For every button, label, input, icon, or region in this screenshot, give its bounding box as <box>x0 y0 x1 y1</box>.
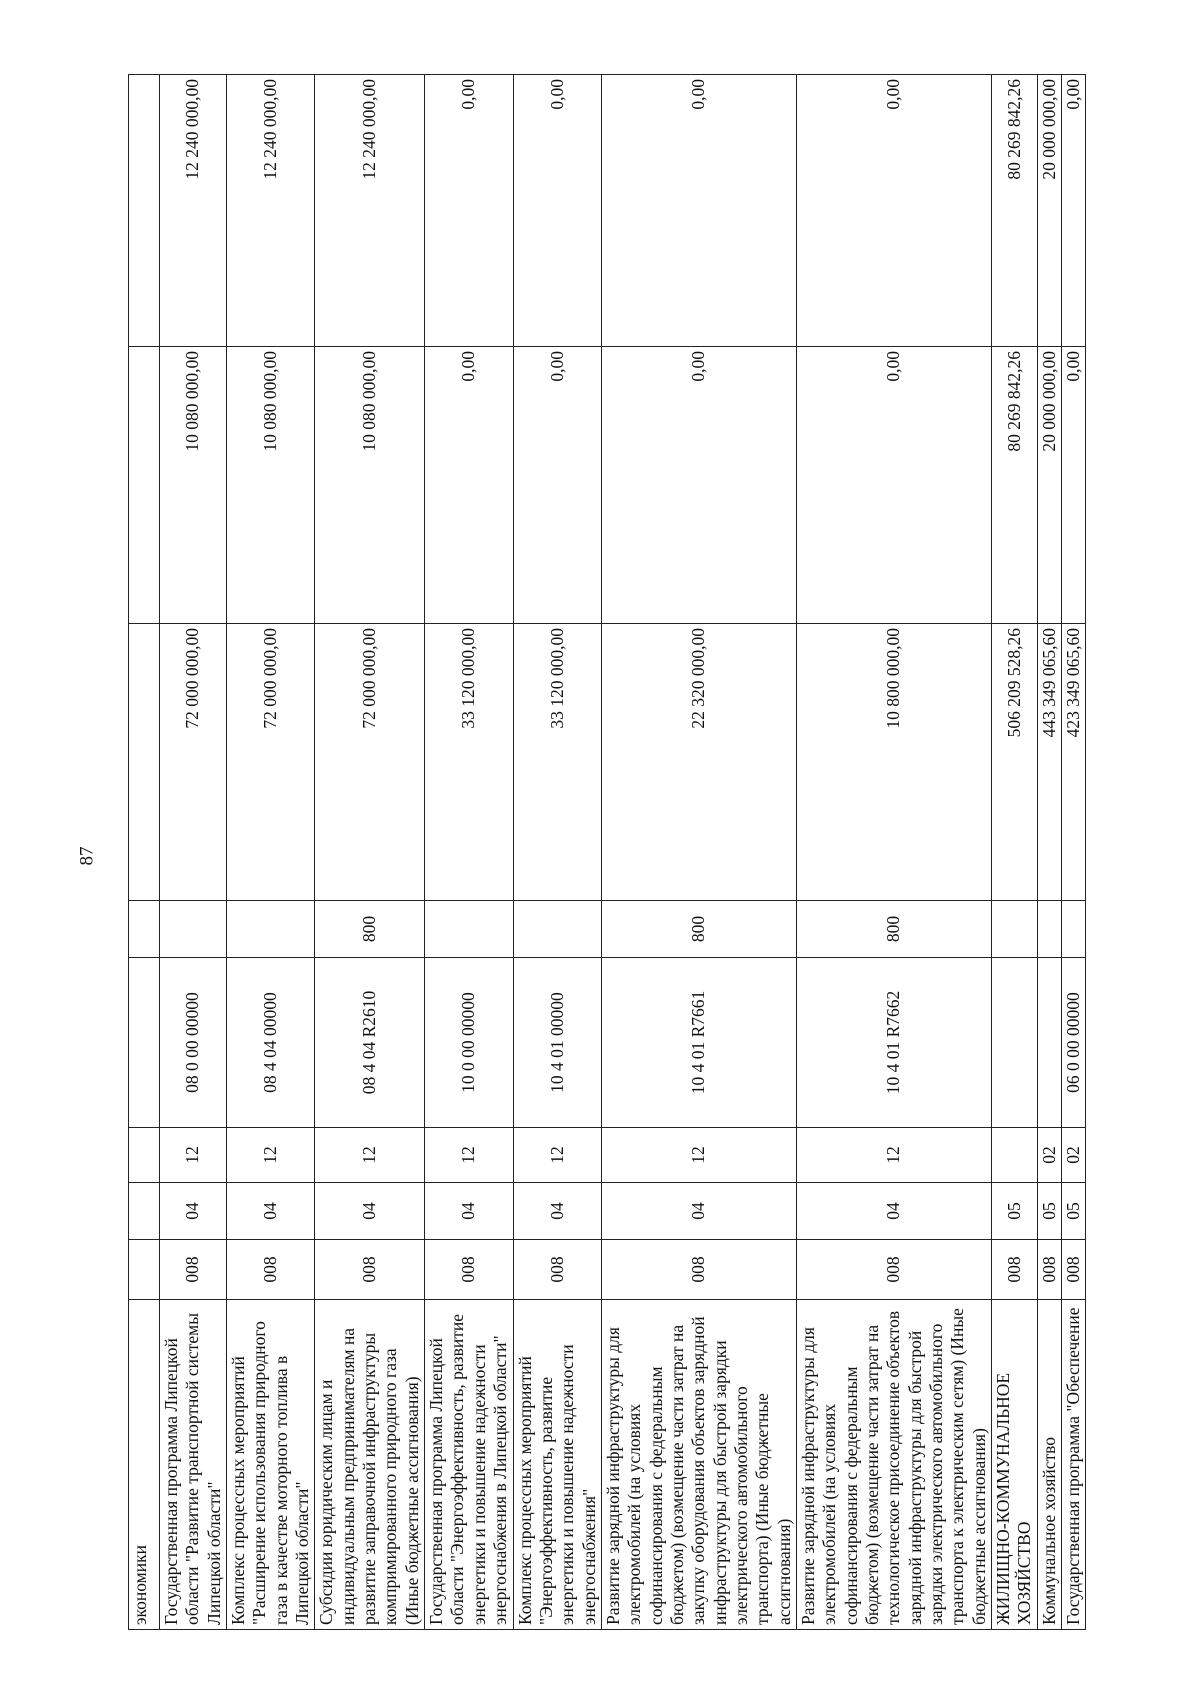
budget-table <box>128 74 1086 1630</box>
page-number: 87 <box>76 846 98 866</box>
amount-year-1: 33 120 000,00 <box>425 624 513 901</box>
subsection-code: 12 <box>601 1128 796 1183</box>
section-code: 04 <box>315 1183 425 1240</box>
row-name: Субсидии юридическим лицам и индивидуальным предпринимателям на развитие заправочной инфраструктуры компримированного природного газа (Иные бюджетные ассигнования) <box>315 1300 425 1630</box>
amount-year-2: 10 080 000,00 <box>160 347 227 624</box>
header-cell <box>129 347 160 624</box>
expense-type-code: 800 <box>601 901 796 958</box>
header-cell <box>129 1128 160 1183</box>
amount-year-3: 0,00 <box>425 75 513 347</box>
section-code: 04 <box>601 1183 796 1240</box>
section-code: 04 <box>513 1183 601 1240</box>
amount-year-3: 12 240 000,00 <box>227 75 315 347</box>
amount-year-3: 0,00 <box>601 75 796 347</box>
section-code: 04 <box>796 1183 991 1240</box>
table-row <box>227 75 315 1630</box>
subsection-code: 12 <box>315 1128 425 1183</box>
row-name: Коммунальное хозяйство <box>1037 1300 1061 1630</box>
row-name: Государственная программа Липецкой области "Энергоэффективность, развитие энергетики и повышение надежности энергоснабжения в Липецкой области" <box>425 1300 513 1630</box>
amount-year-2: 0,00 <box>796 347 991 624</box>
amount-year-1: 443 349 065,60 <box>1037 624 1061 901</box>
row-name: ЖИЛИЩНО-КОММУНАЛЬНОЕ ХОЗЯЙСТВО <box>992 1300 1038 1630</box>
amount-year-3: 12 240 000,00 <box>315 75 425 347</box>
amount-year-1: 10 800 000,00 <box>796 624 991 901</box>
subsection-code: 02 <box>1062 1128 1086 1183</box>
ministry-code: 008 <box>227 1240 315 1300</box>
subsection-code: 02 <box>1037 1128 1061 1183</box>
header-fragment: экономики <box>129 1300 160 1630</box>
expense-type-code <box>513 901 601 958</box>
table-row <box>1062 75 1086 1630</box>
target-article-code: 10 4 01 R7661 <box>601 958 796 1128</box>
section-code: 04 <box>425 1183 513 1240</box>
expense-type-code: 800 <box>315 901 425 958</box>
subsection-code <box>992 1128 1038 1183</box>
subsection-code: 12 <box>160 1128 227 1183</box>
expense-type-code <box>1037 901 1061 958</box>
amount-year-1: 33 120 000,00 <box>513 624 601 901</box>
target-article-code: 10 4 01 R7662 <box>796 958 991 1128</box>
amount-year-3: 12 240 000,00 <box>160 75 227 347</box>
section-code: 05 <box>992 1183 1038 1240</box>
amount-year-2: 80 269 842,26 <box>992 347 1038 624</box>
header-cell <box>129 901 160 958</box>
ministry-code: 008 <box>1062 1240 1086 1300</box>
row-name: Развитие зарядной инфраструктуры для электромобилей (на условиях софинансирования с федеральным бюджетом) (возмещение части затрат на технологическое присоединение объектов зарядной инфраструктуры для быстрой зарядки электрического автомобильного транспорта к электрическим сетям) (Иные бюджетные ассигнования) <box>796 1300 991 1630</box>
amount-year-1: 72 000 000,00 <box>160 624 227 901</box>
section-code: 04 <box>227 1183 315 1240</box>
expense-type-code <box>160 901 227 958</box>
subsection-code: 12 <box>425 1128 513 1183</box>
row-name: Государственная программа Липецкой области "Развитие транспортной системы Липецкой области" <box>160 1300 227 1630</box>
header-cell <box>129 1183 160 1240</box>
amount-year-2: 0,00 <box>513 347 601 624</box>
amount-year-3: 80 269 842,26 <box>992 75 1038 347</box>
ministry-code: 008 <box>601 1240 796 1300</box>
target-article-code: 08 4 04 R2610 <box>315 958 425 1128</box>
amount-year-3: 0,00 <box>1062 75 1086 347</box>
target-article-code: 06 0 00 00000 <box>1062 958 1086 1128</box>
amount-year-1: 423 349 065,60 <box>1062 624 1086 901</box>
expense-type-code <box>425 901 513 958</box>
subsection-code: 12 <box>227 1128 315 1183</box>
subsection-code: 12 <box>513 1128 601 1183</box>
amount-year-2: 0,00 <box>425 347 513 624</box>
ministry-code: 008 <box>796 1240 991 1300</box>
target-article-code: 10 0 00 00000 <box>425 958 513 1128</box>
amount-year-2: 10 080 000,00 <box>227 347 315 624</box>
section-code: 05 <box>1037 1183 1061 1240</box>
amount-year-2: 0,00 <box>1062 347 1086 624</box>
ministry-code: 008 <box>425 1240 513 1300</box>
target-article-code: 10 4 01 00000 <box>513 958 601 1128</box>
row-name: Комплекс процессных мероприятий "Расширение использования природного газа в качестве моторного топлива в Липецкой области" <box>227 1300 315 1630</box>
table-row <box>601 75 796 1630</box>
table-row <box>160 75 227 1630</box>
amount-year-2: 10 080 000,00 <box>315 347 425 624</box>
amount-year-2: 20 000 000,00 <box>1037 347 1061 624</box>
expense-type-code <box>992 901 1038 958</box>
amount-year-1: 506 209 528,26 <box>992 624 1038 901</box>
ministry-code: 008 <box>1037 1240 1061 1300</box>
table-row <box>1037 75 1061 1630</box>
target-article-code: 08 0 00 00000 <box>160 958 227 1128</box>
table-row <box>315 75 425 1630</box>
amount-year-3: 20 000 000,00 <box>1037 75 1061 347</box>
amount-year-1: 72 000 000,00 <box>227 624 315 901</box>
expense-type-code: 800 <box>796 901 991 958</box>
table-row <box>796 75 991 1630</box>
amount-year-1: 22 320 000,00 <box>601 624 796 901</box>
table-row <box>513 75 601 1630</box>
header-cell <box>129 958 160 1128</box>
header-cell <box>129 1240 160 1300</box>
header-cell <box>129 75 160 347</box>
section-code: 05 <box>1062 1183 1086 1240</box>
ministry-code: 008 <box>160 1240 227 1300</box>
rotated-page-content <box>128 75 1086 1630</box>
table-row <box>992 75 1038 1630</box>
expense-type-code <box>1062 901 1086 958</box>
amount-year-1: 72 000 000,00 <box>315 624 425 901</box>
amount-year-2: 0,00 <box>601 347 796 624</box>
header-cell <box>129 624 160 901</box>
subsection-code: 12 <box>796 1128 991 1183</box>
target-article-code: 08 4 04 00000 <box>227 958 315 1128</box>
ministry-code: 008 <box>513 1240 601 1300</box>
table-row <box>425 75 513 1630</box>
section-code: 04 <box>160 1183 227 1240</box>
row-name: Комплекс процессных мероприятий "Энергоэффективность, развитие энергетики и повышение надежности энергоснабжения" <box>513 1300 601 1630</box>
ministry-code: 008 <box>992 1240 1038 1300</box>
row-name: Развитие зарядной инфраструктуры для электромобилей (на условиях софинансирования с федеральным бюджетом) (возмещение части затрат на закупку оборудования объектов зарядной инфраструктуры для быстрой зарядки электрического автомобильного транспорта) (Иные бюджетные ассигнования) <box>601 1300 796 1630</box>
expense-type-code <box>227 901 315 958</box>
target-article-code <box>992 958 1038 1128</box>
amount-year-3: 0,00 <box>796 75 991 347</box>
row-name: Государственная программа "Обеспечение <box>1062 1300 1086 1630</box>
amount-year-3: 0,00 <box>513 75 601 347</box>
target-article-code <box>1037 958 1061 1128</box>
table-header-row <box>129 75 160 1630</box>
ministry-code: 008 <box>315 1240 425 1300</box>
